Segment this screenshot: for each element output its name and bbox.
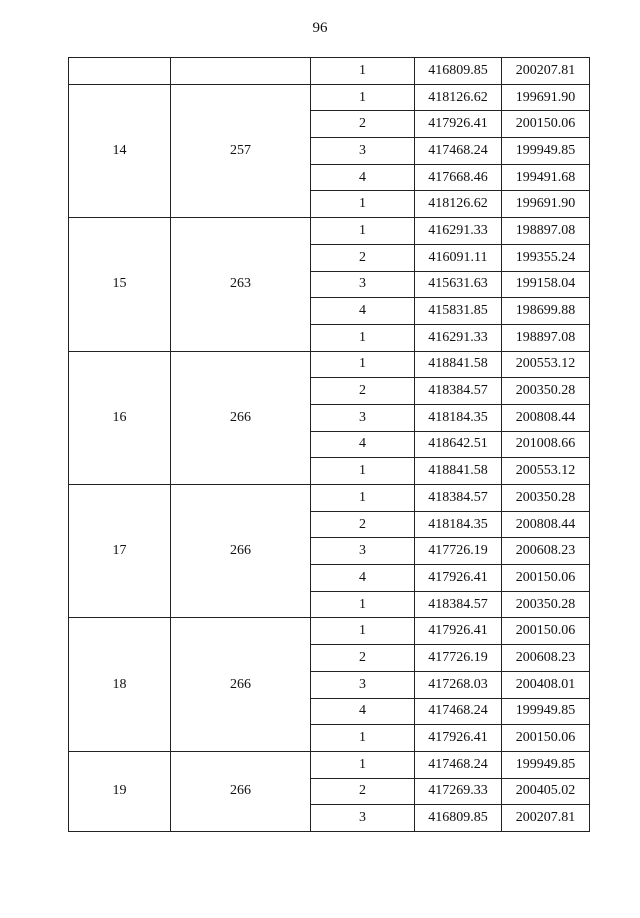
table-row <box>69 58 590 85</box>
table-row <box>69 218 590 245</box>
point-number-cell: 2 <box>311 511 415 538</box>
point-number-cell: 1 <box>311 191 415 218</box>
point-number-cell: 2 <box>311 378 415 405</box>
point-number-cell: 1 <box>311 58 415 85</box>
y-coordinate-cell: 200150.06 <box>502 111 590 138</box>
x-coordinate-cell: 417926.41 <box>415 565 502 592</box>
point-number-cell: 4 <box>311 298 415 325</box>
area-cell: 266 <box>171 351 311 484</box>
coordinates-table-body <box>69 58 590 832</box>
point-number-cell: 1 <box>311 591 415 618</box>
table-row <box>69 84 590 111</box>
point-number-cell: 2 <box>311 244 415 271</box>
x-coordinate-cell: 418384.57 <box>415 378 502 405</box>
point-number-cell: 1 <box>311 618 415 645</box>
point-number-cell: 3 <box>311 404 415 431</box>
y-coordinate-cell: 200808.44 <box>502 511 590 538</box>
point-number-cell: 1 <box>311 351 415 378</box>
point-number-cell: 4 <box>311 698 415 725</box>
x-coordinate-cell: 417268.03 <box>415 671 502 698</box>
y-coordinate-cell: 199491.68 <box>502 164 590 191</box>
x-coordinate-cell: 418126.62 <box>415 84 502 111</box>
x-coordinate-cell: 415631.63 <box>415 271 502 298</box>
point-number-cell: 3 <box>311 538 415 565</box>
x-coordinate-cell: 417726.19 <box>415 645 502 672</box>
y-coordinate-cell: 200808.44 <box>502 404 590 431</box>
x-coordinate-cell: 418126.62 <box>415 191 502 218</box>
point-number-cell: 3 <box>311 805 415 832</box>
table-row <box>69 618 590 645</box>
y-coordinate-cell: 199949.85 <box>502 698 590 725</box>
y-coordinate-cell: 198897.08 <box>502 218 590 245</box>
point-number-cell: 3 <box>311 671 415 698</box>
point-number-cell: 2 <box>311 645 415 672</box>
y-coordinate-cell: 200350.28 <box>502 378 590 405</box>
x-coordinate-cell: 418384.57 <box>415 485 502 512</box>
y-coordinate-cell: 200405.02 <box>502 778 590 805</box>
x-coordinate-cell: 418841.58 <box>415 351 502 378</box>
x-coordinate-cell: 417926.41 <box>415 111 502 138</box>
coordinates-table <box>68 57 590 832</box>
area-cell: 257 <box>171 84 311 217</box>
x-coordinate-cell: 417468.24 <box>415 138 502 165</box>
plot-number-cell: 15 <box>69 218 171 351</box>
y-coordinate-cell: 199691.90 <box>502 84 590 111</box>
plot-number-cell: 17 <box>69 485 171 618</box>
area-cell: 266 <box>171 485 311 618</box>
point-number-cell: 3 <box>311 271 415 298</box>
x-coordinate-cell: 416091.11 <box>415 244 502 271</box>
point-number-cell: 1 <box>311 84 415 111</box>
x-coordinate-cell: 417269.33 <box>415 778 502 805</box>
point-number-cell: 3 <box>311 138 415 165</box>
area-cell <box>171 58 311 85</box>
y-coordinate-cell: 199949.85 <box>502 138 590 165</box>
y-coordinate-cell: 200408.01 <box>502 671 590 698</box>
y-coordinate-cell: 200150.06 <box>502 725 590 752</box>
area-cell: 263 <box>171 218 311 351</box>
y-coordinate-cell: 200553.12 <box>502 351 590 378</box>
point-number-cell: 4 <box>311 565 415 592</box>
y-coordinate-cell: 200150.06 <box>502 618 590 645</box>
area-cell: 266 <box>171 618 311 751</box>
area-cell: 266 <box>171 751 311 831</box>
y-coordinate-cell: 200207.81 <box>502 805 590 832</box>
point-number-cell: 1 <box>311 725 415 752</box>
plot-number-cell <box>69 58 171 85</box>
point-number-cell: 1 <box>311 485 415 512</box>
table-row <box>69 485 590 512</box>
table-row <box>69 751 590 778</box>
point-number-cell: 4 <box>311 431 415 458</box>
x-coordinate-cell: 418184.35 <box>415 404 502 431</box>
y-coordinate-cell: 200608.23 <box>502 645 590 672</box>
x-coordinate-cell: 416291.33 <box>415 218 502 245</box>
y-coordinate-cell: 200350.28 <box>502 485 590 512</box>
plot-number-cell: 16 <box>69 351 171 484</box>
x-coordinate-cell: 418841.58 <box>415 458 502 485</box>
y-coordinate-cell: 200553.12 <box>502 458 590 485</box>
y-coordinate-cell: 200150.06 <box>502 565 590 592</box>
x-coordinate-cell: 415831.85 <box>415 298 502 325</box>
x-coordinate-cell: 417668.46 <box>415 164 502 191</box>
plot-number-cell: 18 <box>69 618 171 751</box>
plot-number-cell: 14 <box>69 84 171 217</box>
point-number-cell: 2 <box>311 111 415 138</box>
plot-number-cell: 19 <box>69 751 171 831</box>
x-coordinate-cell: 417468.24 <box>415 698 502 725</box>
table-row <box>69 351 590 378</box>
point-number-cell: 2 <box>311 778 415 805</box>
y-coordinate-cell: 198699.88 <box>502 298 590 325</box>
y-coordinate-cell: 198897.08 <box>502 324 590 351</box>
x-coordinate-cell: 416809.85 <box>415 58 502 85</box>
x-coordinate-cell: 417468.24 <box>415 751 502 778</box>
x-coordinate-cell: 416291.33 <box>415 324 502 351</box>
point-number-cell: 1 <box>311 458 415 485</box>
y-coordinate-cell: 200608.23 <box>502 538 590 565</box>
x-coordinate-cell: 418642.51 <box>415 431 502 458</box>
point-number-cell: 1 <box>311 324 415 351</box>
y-coordinate-cell: 200350.28 <box>502 591 590 618</box>
y-coordinate-cell: 199949.85 <box>502 751 590 778</box>
x-coordinate-cell: 418384.57 <box>415 591 502 618</box>
y-coordinate-cell: 200207.81 <box>502 58 590 85</box>
y-coordinate-cell: 199691.90 <box>502 191 590 218</box>
y-coordinate-cell: 201008.66 <box>502 431 590 458</box>
x-coordinate-cell: 416809.85 <box>415 805 502 832</box>
x-coordinate-cell: 417926.41 <box>415 618 502 645</box>
point-number-cell: 1 <box>311 218 415 245</box>
page-number: 96 <box>312 20 328 36</box>
x-coordinate-cell: 417726.19 <box>415 538 502 565</box>
point-number-cell: 1 <box>311 751 415 778</box>
x-coordinate-cell: 417926.41 <box>415 725 502 752</box>
y-coordinate-cell: 199158.04 <box>502 271 590 298</box>
point-number-cell: 4 <box>311 164 415 191</box>
x-coordinate-cell: 418184.35 <box>415 511 502 538</box>
y-coordinate-cell: 199355.24 <box>502 244 590 271</box>
